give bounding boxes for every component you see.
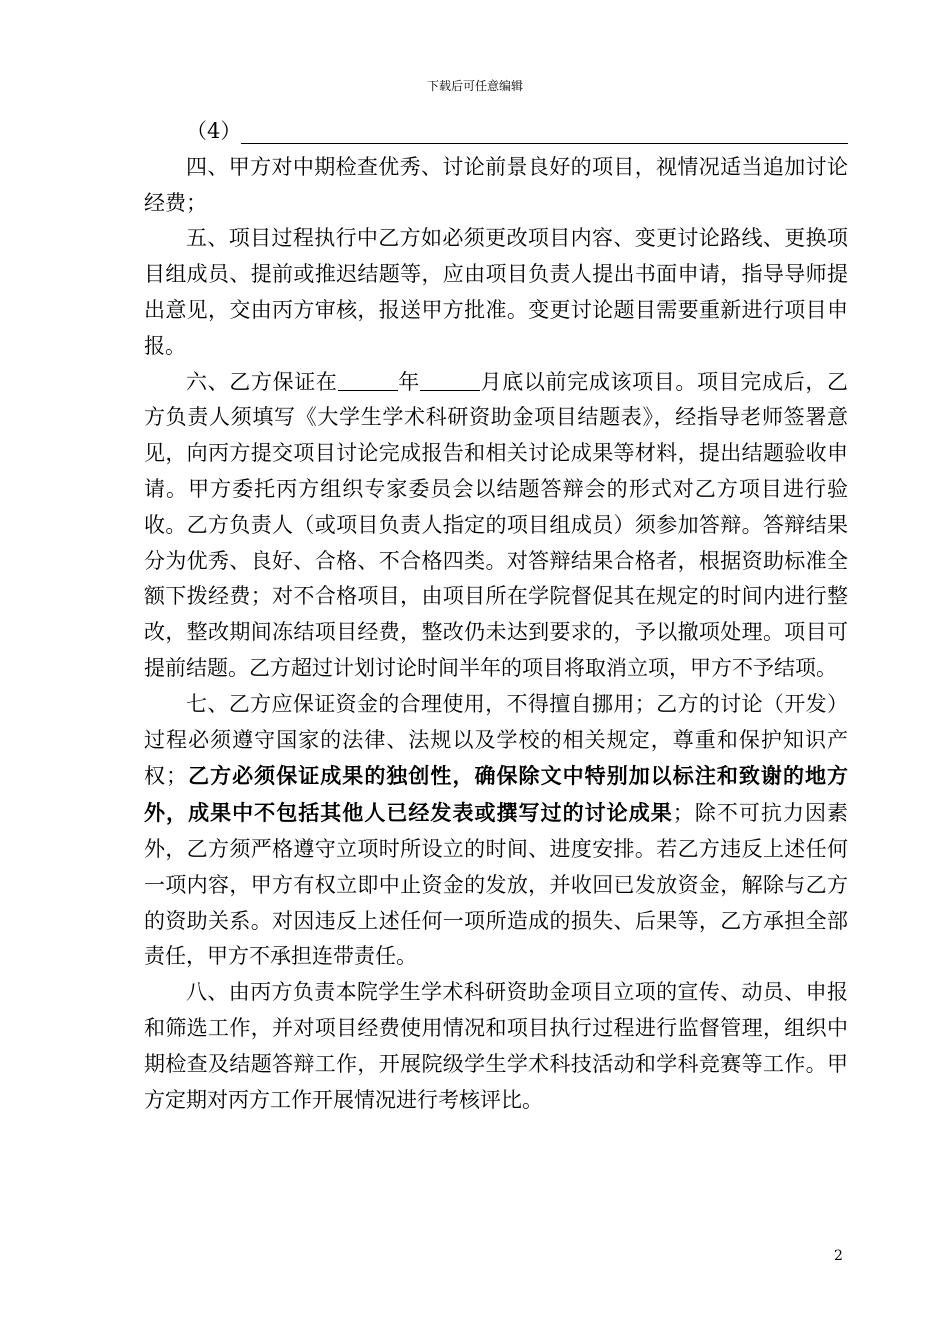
clause-4: 四、甲方对中期检查优秀、讨论前景良好的项目，视情况适当追加讨论经费； [144,154,848,215]
clause-6-part3: 月底以前完成该项目。项目完成后，乙方负责人须填写《大学生学术科研资助金项目结题表》，经指导老师签署意见，向丙方提交项目讨论完成报告和相关讨论成果等材料，提出结题验收申请。甲方委托丙方组织专家委员会以结题答辩会的形式对乙方项目进行验收。乙方负责人（或项目负责人指定的项目组成员）须参加答辩。答辩结果分为优秀、良好、合格、不合格四类。对答辩结果合格者，根据资助标准全额下拨经费；对不合格项目，由项目所在学院督促其在规定的时间内进行整改，整改期间冻结项目经费，整改仍未达到要求的，予以撤项处理。项目可提前结题。乙方超过计划讨论时间半年的项目将取消立项，甲方不予结项。 [144,369,849,680]
clause-6 [144,365,848,687]
page-header: 下载后可任意编辑 [426,79,523,93]
document-body [144,114,848,1118]
page-number: 2 [834,1248,843,1264]
clause-7-part2: ；除不可抗力因素外，乙方须严格遵守立项时所设立的时间、进度安排。若乙方违反上述任何一项内容，甲方有权立即中止资金的发放，并收回已发放资金，解除与乙方的资助关系。对因违反上述任何一项所造成的损失、后果等，乙方承担全部责任，甲方不承担连带责任。 [144,801,849,969]
clause-6-part1: 六、乙方保证在 [186,369,338,394]
clause-7-part1: 七、乙方应保证资金的合理使用，不得擅自挪用；乙方的讨论（开发）过程必须遵守国家的法律、法规以及学校的相关规定，尊重和保护知识产权； [144,691,848,789]
clause-7 [144,687,848,975]
item-4-line [144,114,848,150]
clause-5: 五、项目过程执行中乙方如必须更改项目内容、变更讨论路线、更换项目组成员、提前或推迟结题等，应由项目负责人提出书面申请，指导导师提出意见，交由丙方审核，报送甲方批准。变更讨论题目需要重新进行项目申报。 [144,226,848,358]
item-4-blank-line [241,119,848,144]
item-4-label: （4） [186,119,242,143]
clause-6-part2: 年 [397,369,420,394]
clause-8: 八、由丙方负责本院学生学术科研资助金项目立项的宣传、动员、申报和筛选工作，并对项目经费使用情况和项目执行过程进行监督管理，组织中期检查及结题答辩工作，开展院级学生学术科技活动和学科竞赛等工作。甲方定期对丙方工作开展情况进行考核评比。 [144,980,848,1112]
clause-7-bold: 乙方必须保证成果的独创性，确保除文中特别加以标注和致谢的地方外，成果中不包括其他人已经发表或撰写过的讨论成果 [144,763,849,826]
month-blank [420,370,480,391]
year-blank [338,370,398,391]
